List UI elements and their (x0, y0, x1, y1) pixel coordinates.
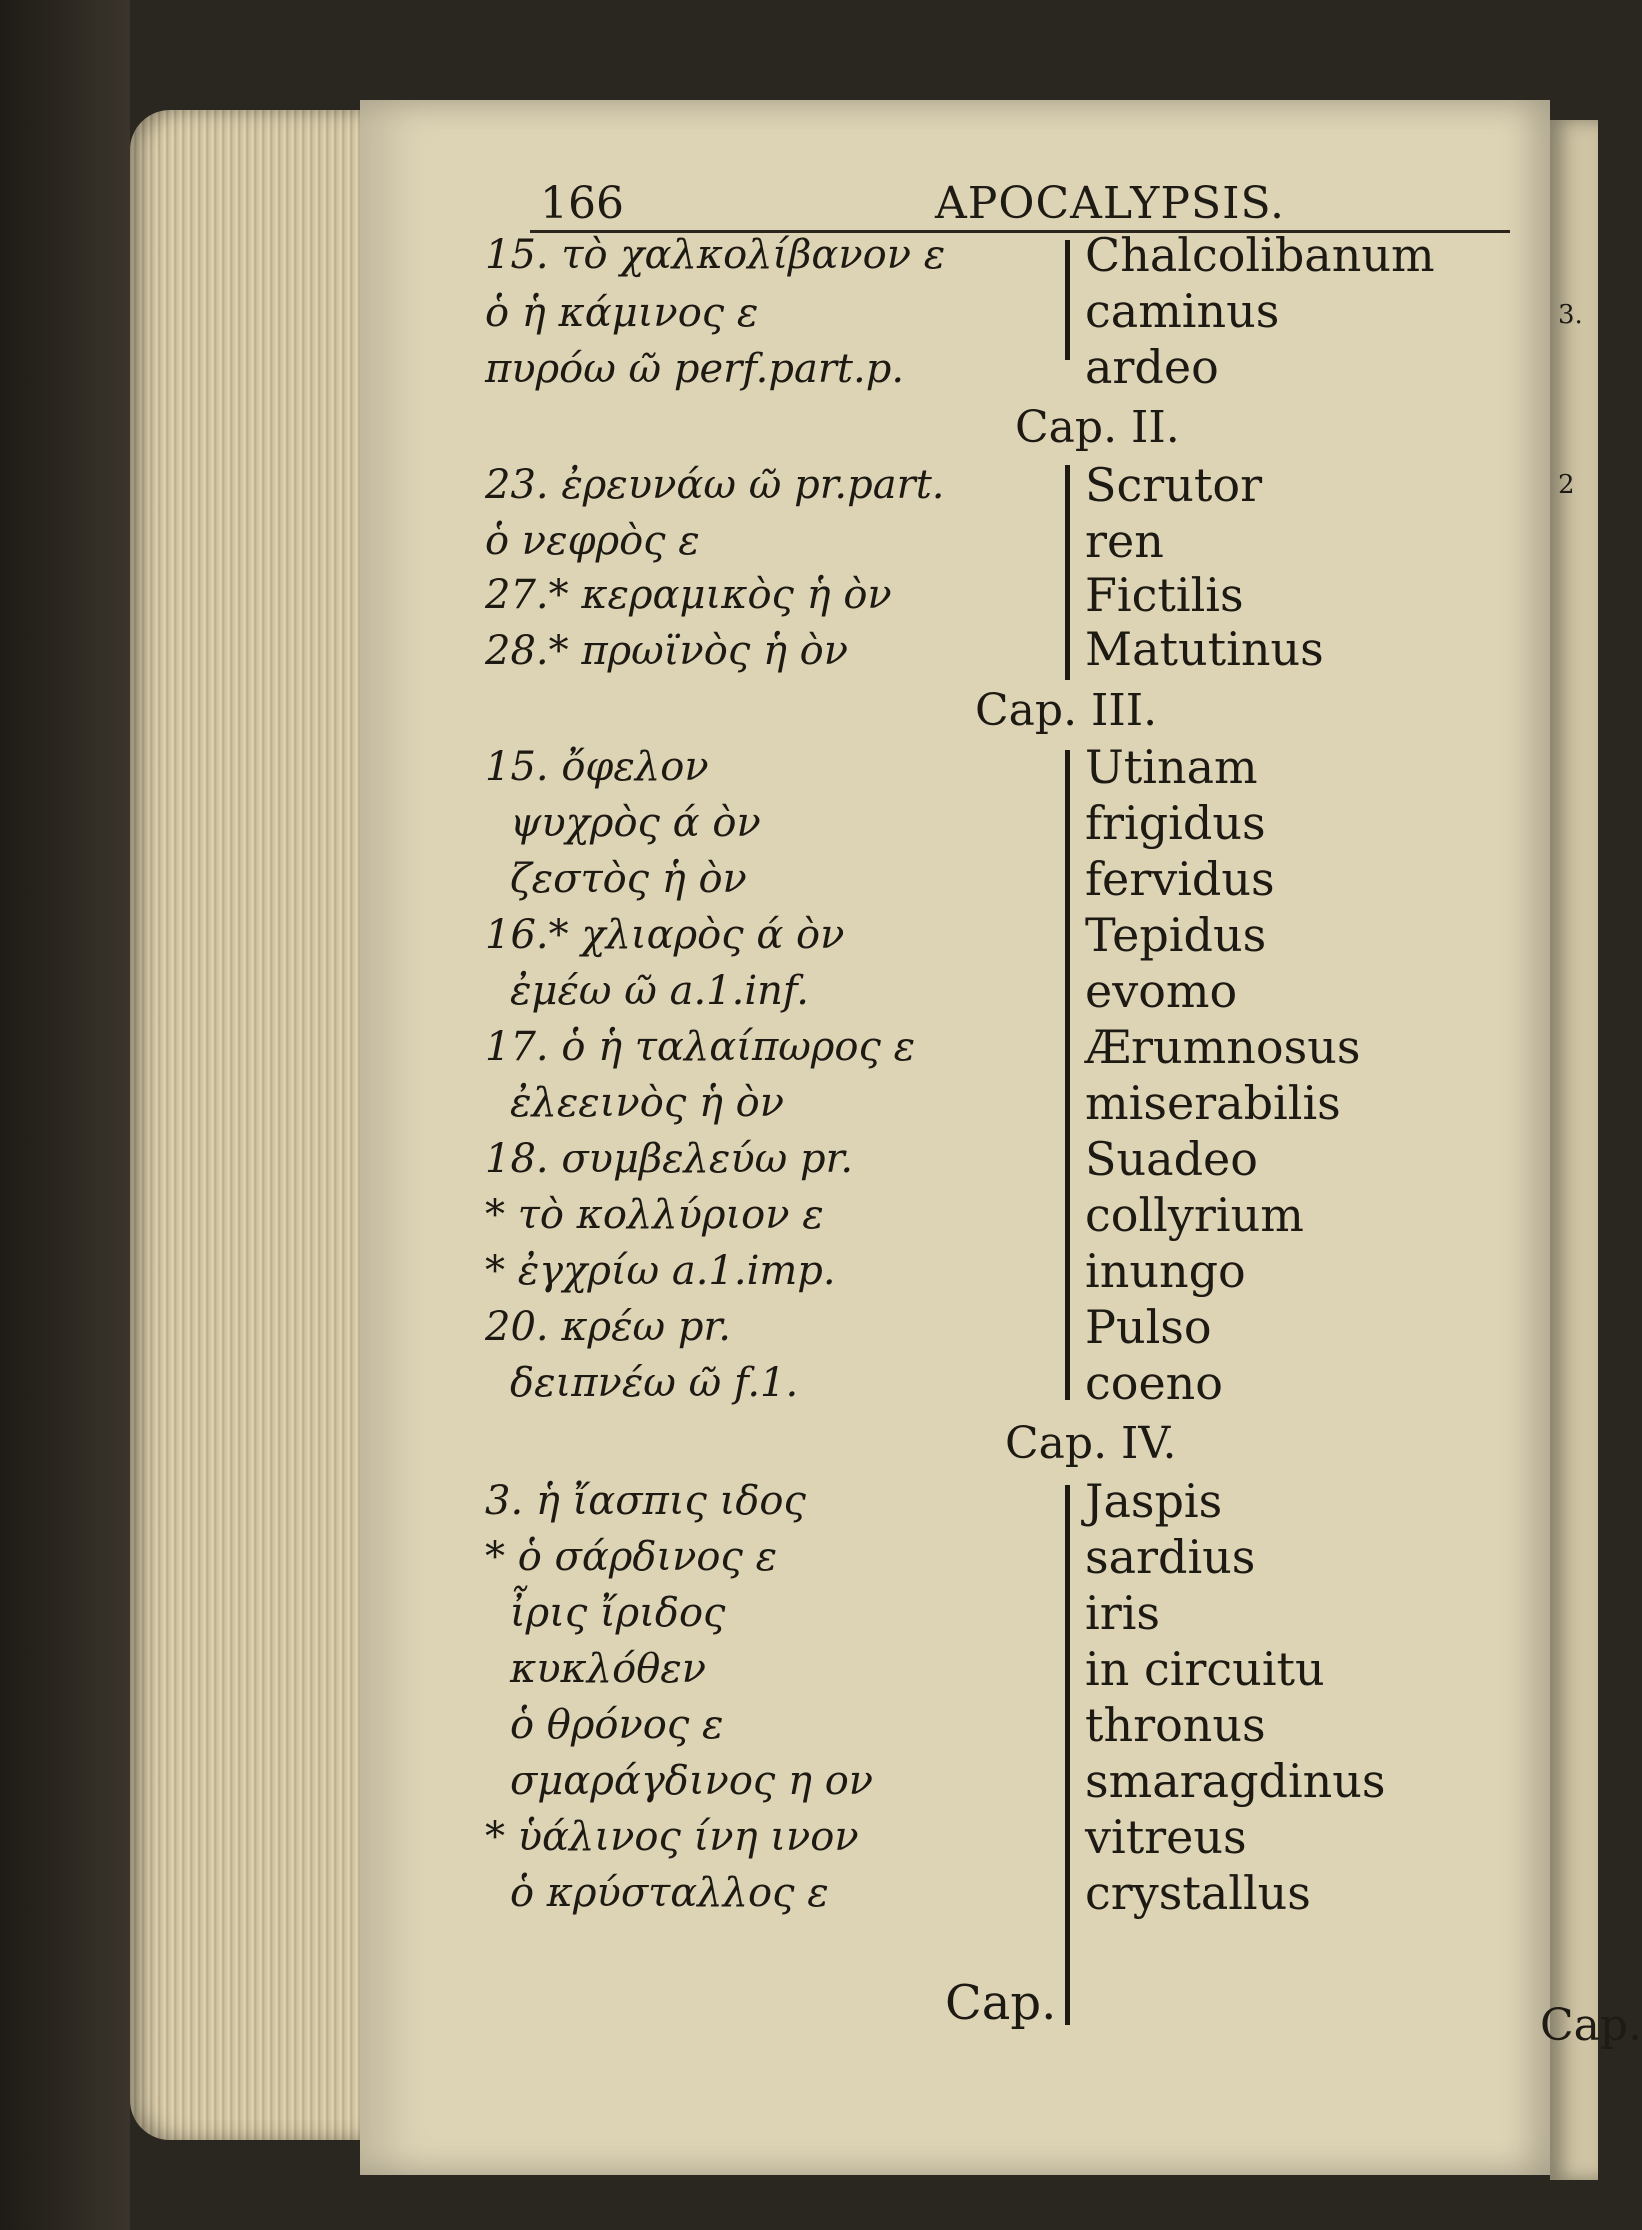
greek-entry: ζεστὸς ἡ ὸν (510, 856, 747, 902)
latin-entry: iris (1085, 1586, 1161, 1640)
greek-entry: 3. ἡ ἴασπις ιδος (485, 1478, 806, 1524)
greek-entry: ψυχρὸς ά ὸν (510, 800, 761, 846)
latin-entry: in circuitu (1085, 1642, 1325, 1696)
latin-entry: Suadeo (1085, 1132, 1258, 1186)
latin-entry: frigidus (1085, 796, 1266, 850)
column-divider (1065, 465, 1070, 680)
greek-entry: ὁ κρύσταλλος ε (510, 1870, 829, 1916)
latin-entry: Scrutor (1085, 458, 1263, 512)
column-divider (1065, 750, 1070, 1400)
greek-entry: ὁ νεφρὸς ε (485, 518, 700, 564)
page-edges (130, 110, 370, 2140)
greek-entry: * τὸ κολλύριον ε (485, 1192, 824, 1238)
page-header (530, 168, 1510, 228)
greek-entry: * ἐγχρίω a.1.imp. (485, 1248, 836, 1294)
latin-entry: vitreus (1085, 1810, 1247, 1864)
latin-entry: Matutinus (1085, 622, 1324, 676)
chapter-heading: Cap. III. (975, 685, 1158, 736)
greek-entry: 20. κρέω pr. (485, 1304, 731, 1350)
greek-entry: ἶρις ἴριδος (510, 1590, 726, 1636)
column-divider (1065, 1485, 1070, 2025)
greek-entry: κυκλόθεν (510, 1646, 707, 1692)
latin-entry: smaragdinus (1085, 1754, 1386, 1808)
running-title: APOCALYPSIS. (935, 178, 1286, 229)
column-divider (1065, 240, 1070, 360)
latin-entry: collyrium (1085, 1188, 1304, 1242)
greek-entry: ὁ θρόνος ε (510, 1702, 724, 1748)
greek-entry: 27.* κεραμικὸς ἡ ὸν (485, 572, 892, 618)
latin-entry: crystallus (1085, 1866, 1311, 1920)
greek-entry: 17. ὁ ἡ ταλαίπωρος ε (485, 1024, 916, 1070)
latin-entry: inungo (1085, 1244, 1246, 1298)
latin-entry: ren (1085, 514, 1164, 568)
catchword: Cap. (945, 1975, 1057, 2031)
greek-entry: * ὑάλινος ίνη ινον (485, 1814, 859, 1860)
page-number: 166 (540, 178, 624, 229)
latin-entry: coeno (1085, 1356, 1223, 1410)
latin-entry: ardeo (1085, 340, 1219, 394)
greek-entry: 15. ὄφελον (485, 744, 709, 790)
greek-entry: δειπνέω ῶ f.1. (510, 1360, 799, 1406)
greek-entry: 28.* πρωϊνὸς ἡ ὸν (485, 628, 849, 674)
latin-entry: Utinam (1085, 740, 1258, 794)
latin-entry: Fictilis (1085, 568, 1244, 622)
greek-entry: ἐμέω ῶ a.1.inf. (510, 968, 809, 1014)
background-shadow (0, 0, 130, 2230)
greek-entry: 23. ἐρευνάω ῶ pr.part. (485, 462, 945, 508)
greek-entry: 15. τὸ χαλκολίβανον ε (485, 232, 946, 278)
next-page-catchword: Cap. (1540, 2000, 1642, 2051)
greek-entry: πυρόω ῶ perf.part.p. (485, 346, 905, 392)
next-page-fragment: 3. (1558, 300, 1583, 330)
latin-entry: Chalcolibanum (1085, 228, 1435, 282)
latin-entry: Jaspis (1085, 1474, 1223, 1528)
next-page-edge (1540, 120, 1642, 2180)
chapter-heading: Cap. II. (1015, 402, 1180, 453)
chapter-heading: Cap. IV. (1005, 1418, 1177, 1469)
latin-entry: miserabilis (1085, 1076, 1341, 1130)
latin-entry: sardius (1085, 1530, 1256, 1584)
latin-entry: Pulso (1085, 1300, 1212, 1354)
next-page-fragment: 2 (1558, 470, 1575, 500)
latin-entry: thronus (1085, 1698, 1266, 1752)
greek-entry: 18. συμβελεύω pr. (485, 1136, 854, 1182)
greek-entry: ὁ ἡ κάμινος ε (485, 290, 759, 336)
latin-entry: Ærumnosus (1085, 1020, 1361, 1074)
latin-entry: fervidus (1085, 852, 1275, 906)
latin-entry: caminus (1085, 284, 1280, 338)
greek-entry: ἐλεεινὸς ἡ ὸν (510, 1080, 785, 1126)
greek-entry: * ὁ σάρδινος ε (485, 1534, 778, 1580)
greek-entry: σμαράγδινος η ον (510, 1758, 874, 1804)
latin-entry: Tepidus (1085, 908, 1267, 962)
latin-entry: evomo (1085, 964, 1238, 1018)
greek-entry: 16.* χλιαρὸς ά ὸν (485, 912, 845, 958)
